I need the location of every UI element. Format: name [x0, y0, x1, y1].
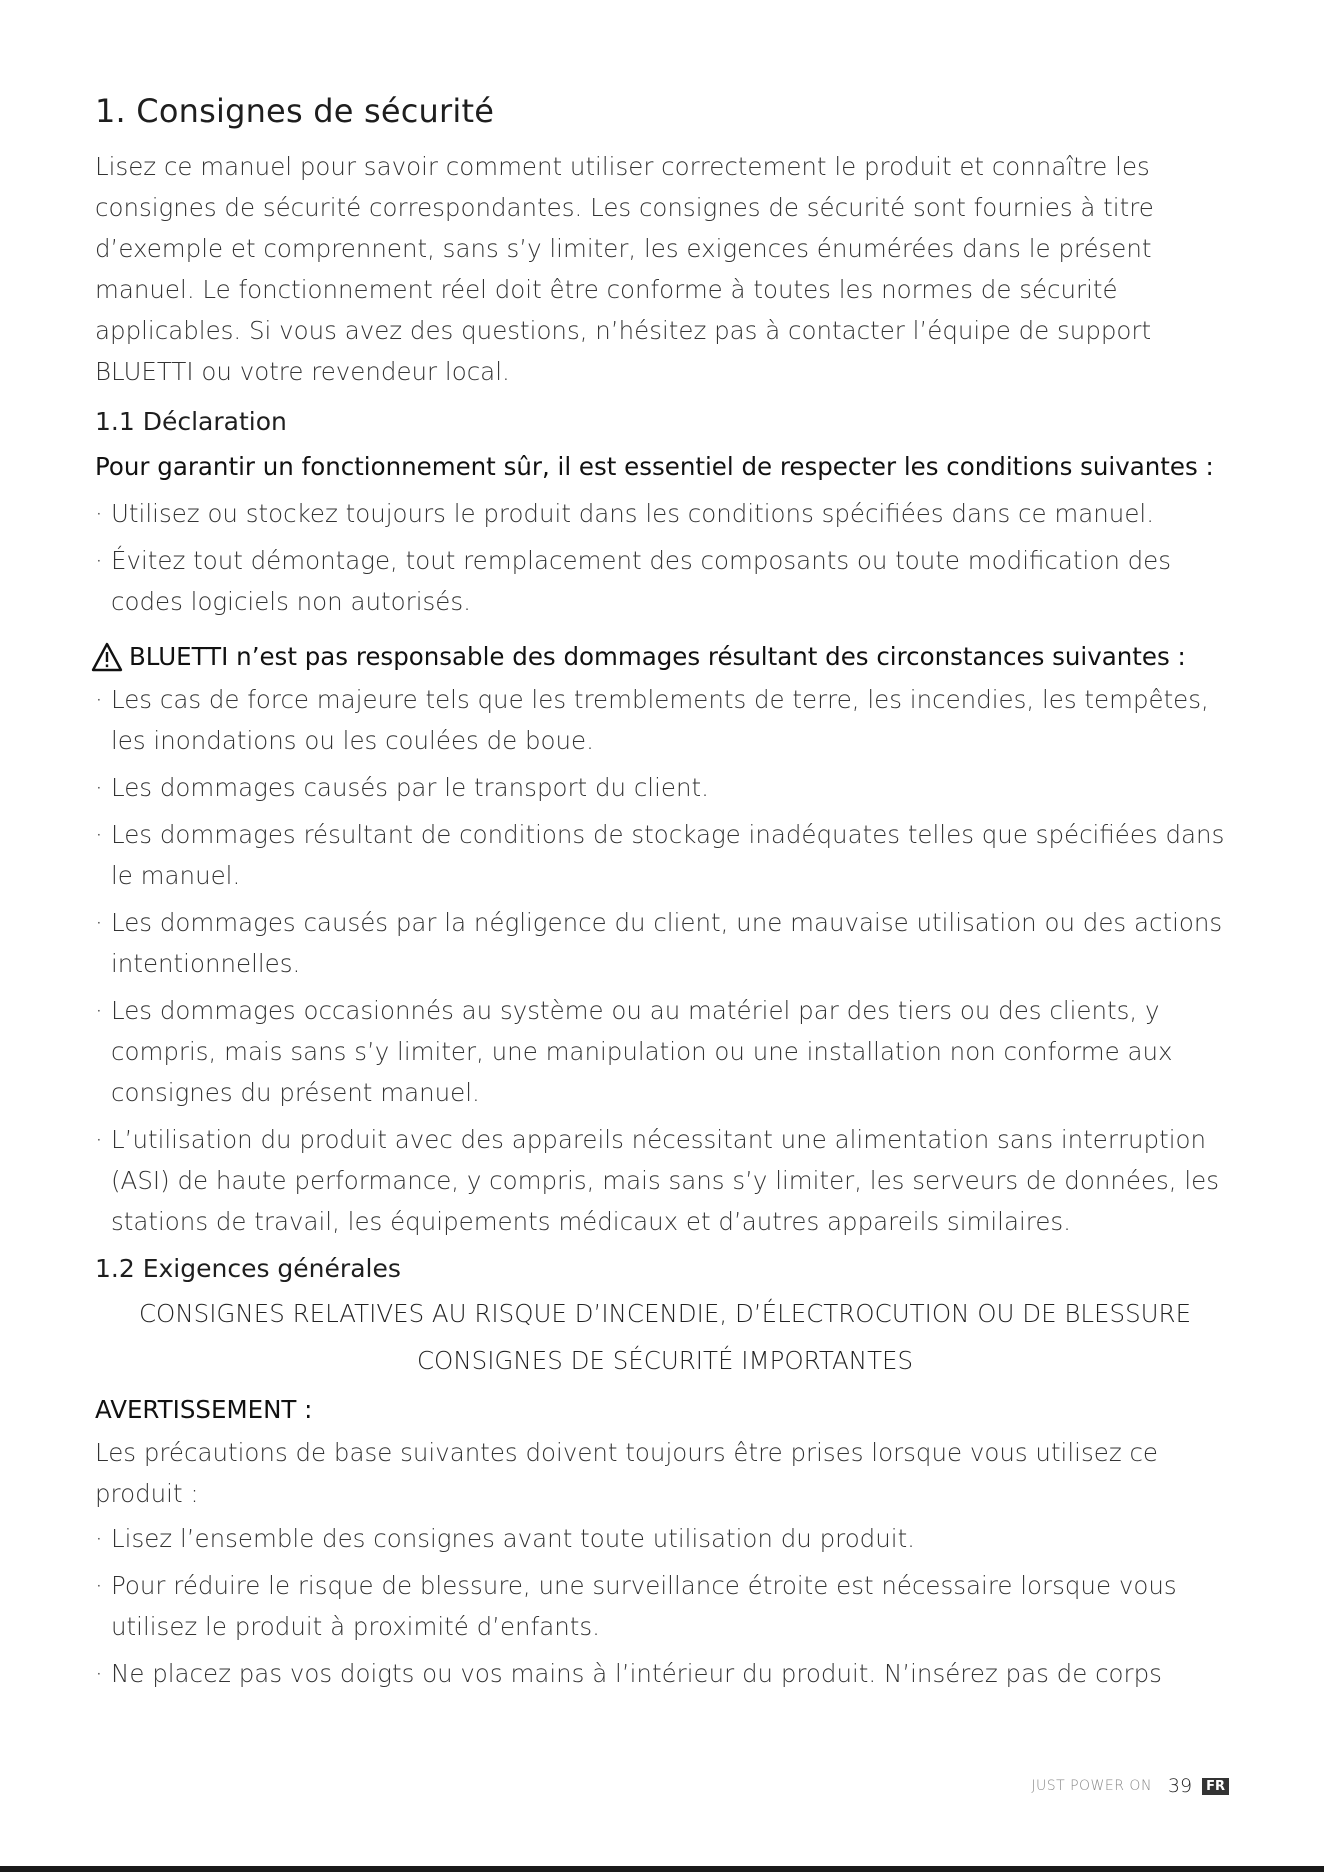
page-number: 39 — [1167, 1775, 1193, 1797]
liability-warning-text: BLUETTI n’est pas responsable des dommages résultant des circonstances suivantes : — [129, 642, 1186, 671]
intro-paragraph: Lisez ce manuel pour savoir comment utiliser correctement le produit et connaître les consignes de sécurité correspondantes. Les consignes de sécurité sont fournies à titre d’exemple et comprennent, sans s’y limiter, les exigences énumérées dans le présent manuel. Le fonctionnement réel doit être conforme à toutes les normes de sécurité applicables. Si vous avez des questions, n’hésitez pas à contacter l’équipe de support BLUETTI ou votre revendeur local. — [95, 152, 1154, 386]
list-item: · Évitez tout démontage, tout remplacement des composants ou toute modification des codes logiciels non autorisés. — [95, 540, 1235, 622]
liability-warning — [95, 636, 1235, 677]
list-item: · Les dommages causés par la négligence du client, une mauvaise utilisation ou des actions intentionnelles. — [95, 902, 1235, 984]
warning-label: AVERTISSEMENT : — [95, 1395, 313, 1424]
list-item: · Lisez l’ensemble des consignes avant toute utilisation du produit. — [95, 1518, 1235, 1559]
list-item: · Les cas de force majeure tels que les tremblements de terre, les incendies, les tempêtes, les inondations ou les coulées de boue. — [95, 679, 1235, 761]
general-section — [95, 1254, 1235, 1694]
list-item: · Les dommages résultant de conditions de stockage inadéquates telles que spécifiées dans le manuel. — [95, 814, 1235, 896]
section-heading: 1. Consignes de sécurité — [95, 92, 495, 130]
page-footer — [1031, 1775, 1229, 1797]
document-page — [95, 92, 1235, 1700]
list-item: · Utilisez ou stockez toujours le produit dans les conditions spécifiées dans ce manuel. — [95, 493, 1235, 534]
general-list — [95, 1518, 1235, 1694]
list-item: · Ne placez pas vos doigts ou vos mains à l’intérieur du produit. N’insérez pas de corps — [95, 1653, 1235, 1694]
caps-line-1: CONSIGNES RELATIVES AU RISQUE D’INCENDIE, D’ÉLECTROCUTION OU DE BLESSURE — [138, 1299, 1192, 1328]
list-item: · Les dommages causés par le transport du client. — [95, 767, 1235, 808]
declaration-section — [95, 407, 1235, 1242]
list-item: · L’utilisation du produit avec des appareils nécessitant une alimentation sans interruption (ASI) de haute performance, y compris, mais sans s’y limiter, les serveurs de données, les stations de travail, les équipements médicaux et d’autres appareils similaires. — [95, 1119, 1235, 1242]
declaration-list — [95, 493, 1235, 622]
warning-triangle-icon — [91, 642, 123, 672]
caps-line-2: CONSIGNES DE SÉCURITÉ IMPORTANTES — [416, 1346, 914, 1375]
declaration-title: 1.1 Déclaration — [95, 407, 287, 436]
list-item: · Pour réduire le risque de blessure, une surveillance étroite est nécessaire lorsque vous utilisez le produit à proximité d’enfants. — [95, 1565, 1235, 1647]
general-lead: Les précautions de base suivantes doivent toujours être prises lorsque vous utilisez ce produit : — [95, 1438, 1159, 1508]
list-item: · Les dommages occasionnés au système ou au matériel par des tiers ou des clients, y compris, mais sans s’y limiter, une manipulation ou une installation non conforme aux consignes du présent manuel. — [95, 990, 1235, 1113]
general-title: 1.2 Exigences générales — [95, 1254, 401, 1283]
language-badge: FR — [1202, 1778, 1229, 1795]
liability-list — [95, 679, 1235, 1242]
footer-slogan: JUST POWER ON — [1031, 1778, 1152, 1794]
declaration-lead: Pour garantir un fonctionnement sûr, il est essentiel de respecter les conditions suivantes : — [95, 452, 1214, 481]
bottom-border — [0, 1866, 1324, 1872]
